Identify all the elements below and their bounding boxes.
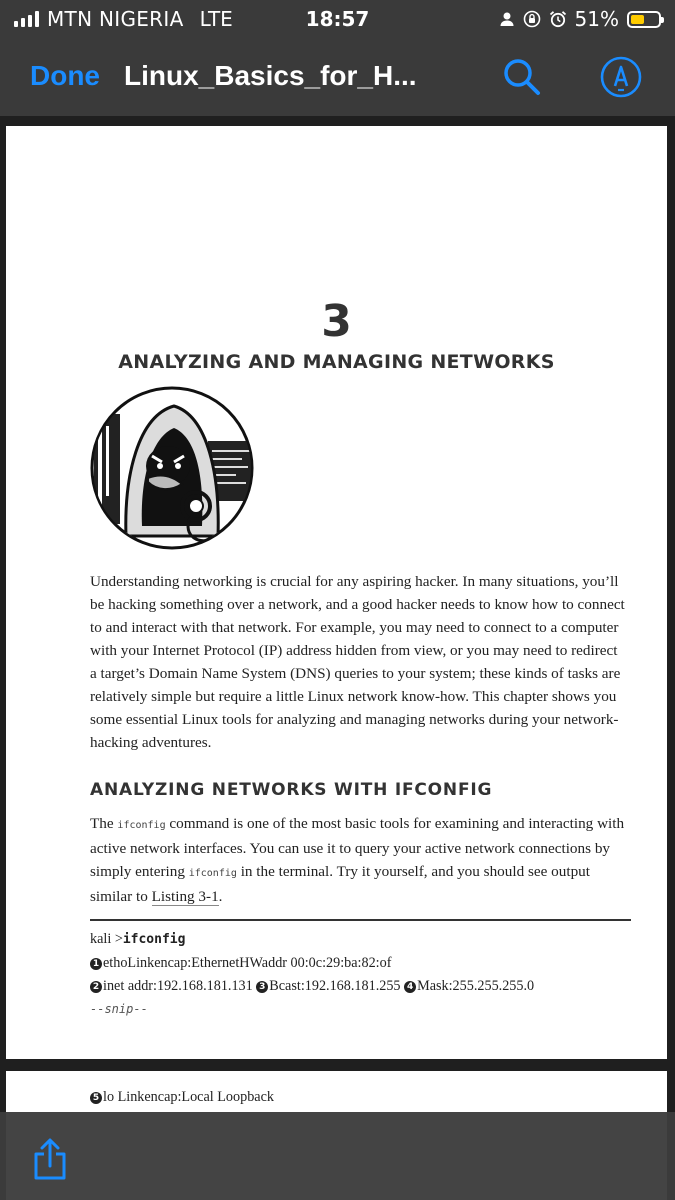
nav-bar (0, 38, 675, 116)
hooded-penguin-illustration (90, 386, 254, 550)
status-bar (0, 0, 675, 38)
listing-line: 2 inet addr:192.168.181.131 3 Bcast:192.168.181.255 4 Mask:255.255.255.0 (90, 975, 534, 998)
listing-snip: --snip-- (90, 1002, 148, 1016)
command: ifconfig (122, 932, 186, 947)
callout-marker: 1 (90, 958, 102, 970)
carrier-name: MTN NIGERIA (47, 7, 184, 31)
intro-line: with your Internet Protocol (IP) address hidden from view, or you may need to redirect (90, 642, 618, 659)
callout-marker: 5 (90, 1092, 102, 1104)
intro-line: Understanding networking is crucial for any aspiring hacker. In many situations, you’ll (90, 573, 619, 590)
listing-line: 1 ethoLinkencap:EthernetHWaddr 00:0c:29:ba:82:of (90, 952, 391, 975)
prompt: kali > (90, 931, 123, 947)
status-time: 18:57 (305, 7, 370, 31)
callout-marker: 4 (404, 981, 416, 993)
document-title: Linux_Basics_for_H... (124, 60, 417, 91)
callout-marker: 2 (90, 981, 102, 993)
chapter-number: 3 (321, 296, 352, 347)
battery-percent: 51% (574, 7, 619, 31)
pdf-page[interactable] (6, 126, 667, 1059)
listing-divider (90, 919, 631, 921)
intro-line: to and interact with that network. For example, you may need to connect to a computer (90, 619, 619, 636)
intro-line: relatively simple but require a little Linux network know-how. This chapter shows you (90, 688, 617, 705)
inline-code: ifconfig (188, 868, 237, 879)
network-type: LTE (199, 7, 233, 31)
intro-line: be hacking something over a network, and a good hacker needs to know how to connect (90, 596, 625, 613)
section-line: similar to Listing 3-1. (90, 888, 223, 905)
chapter-title: ANALYZING AND MANAGING NETWORKS (118, 351, 555, 373)
orientation-lock-icon (523, 10, 541, 28)
section-line: active network interfaces. You can use it to query your active network connections by (90, 840, 611, 857)
section-line: The ifconfig command is one of the most basic tools for examining and interacting with (90, 815, 625, 832)
intro-paragraph (90, 570, 632, 754)
intro-line: hacking adventures. (90, 734, 212, 751)
section-paragraph (90, 812, 632, 908)
listing-line: 5 lo Linkencap:Local Loopback (90, 1089, 274, 1106)
bottom-toolbar (0, 1112, 675, 1200)
share-icon[interactable] (30, 1138, 70, 1182)
markup-icon[interactable] (598, 54, 644, 100)
alarm-icon (549, 10, 567, 28)
battery-fill (631, 15, 644, 24)
intro-line: a target’s Domain Name System (DNS) queries to your system; these kinds of tasks are (90, 665, 621, 682)
listing-prompt-line (90, 928, 185, 951)
listing-link[interactable]: Listing 3-1 (151, 888, 219, 905)
section-line: simply entering ifconfig in the terminal. Try it yourself, and you should see output (90, 863, 590, 880)
section-heading: ANALYZING NETWORKS WITH IFCONFIG (90, 780, 493, 800)
status-right (499, 7, 661, 31)
inline-code: ifconfig (117, 820, 166, 831)
intro-line: some essential Linux tools for analyzing and managing networks during your network- (90, 711, 619, 728)
person-icon (499, 11, 515, 27)
search-icon[interactable] (499, 54, 545, 100)
battery-icon (627, 11, 661, 28)
done-button[interactable]: Done (30, 60, 100, 91)
callout-marker: 3 (256, 981, 268, 993)
